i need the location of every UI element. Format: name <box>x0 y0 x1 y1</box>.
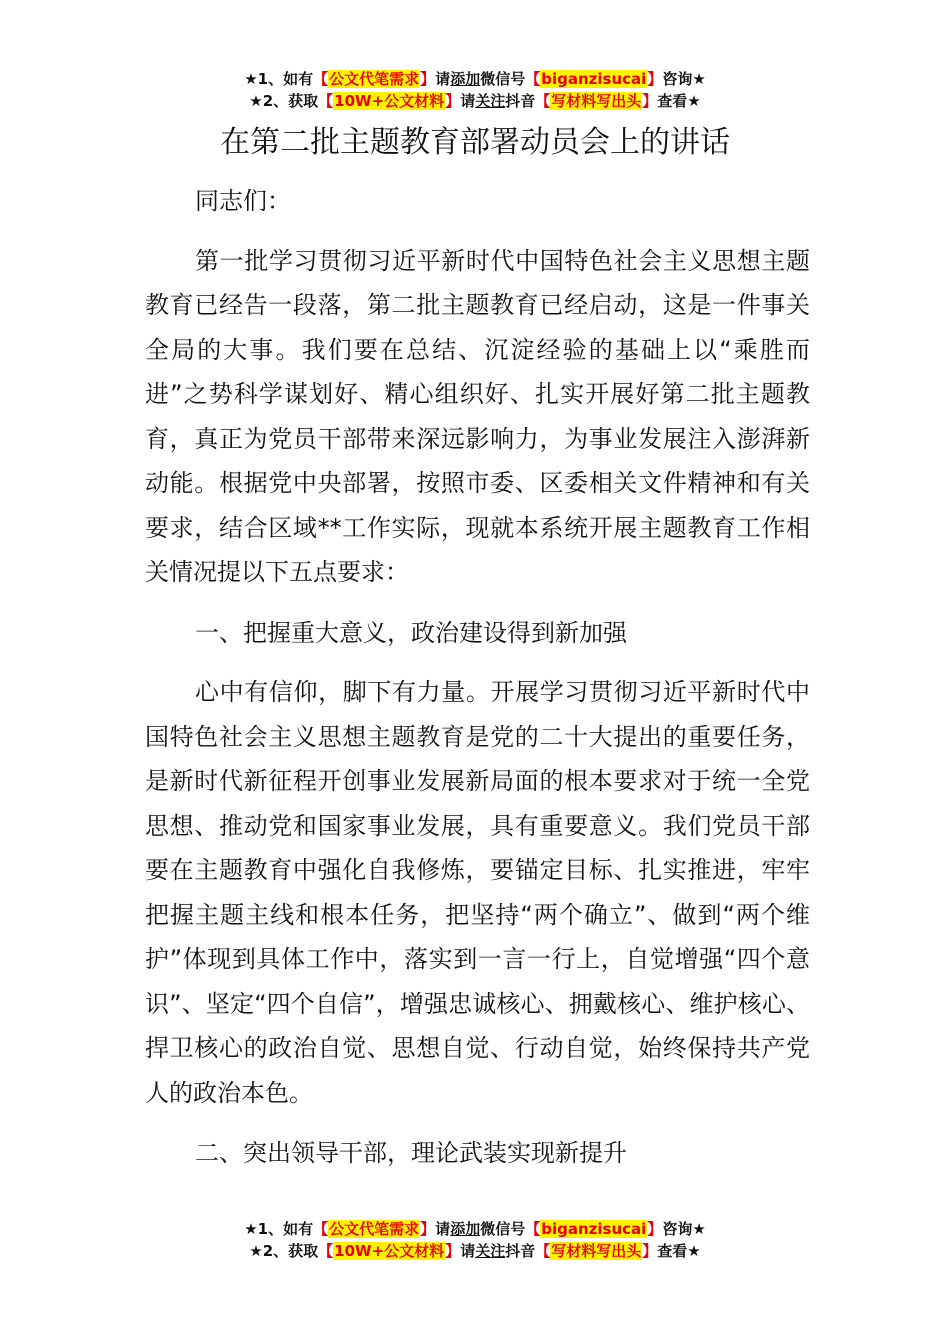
materials-highlight: 10W+公文材料 <box>334 1242 445 1260</box>
document-body <box>145 179 810 1191</box>
banner-text: ★2、获取 <box>249 92 319 110</box>
bracket: 【 <box>318 1242 334 1260</box>
bracket: 】 <box>642 92 658 110</box>
intro-paragraph: 第一批学习贯彻习近平新时代中国特色社会主义思想主题教育已经告一段落，第二批主题教育已经启动，这是一件事关全局的大事。我们要在总结、沉淀经验的基础上以“乘胜而进”之势科学谋划好、精心组织好、扎实开展好第二批主题教育，真正为党员干部带来深远影响力，为事业发展注入澎湃新动能。根据党中央部署，按照市委、区委相关文件精神和有关要求，结合区域**工作实际，现就本系统开展主题教育工作相关情况提以下五点要求： <box>145 246 810 586</box>
banner-text-underlined: 关注 <box>475 92 506 110</box>
section-heading-2: 二、突出领导干部，理论武装实现新提升 <box>195 1139 627 1167</box>
banner-text-underlined: 关注 <box>475 1242 506 1260</box>
banner-text-underlined: 添加 <box>450 1220 481 1238</box>
banner-text: 咨询★ <box>662 70 706 88</box>
bracket: 【 <box>313 70 329 88</box>
ghostwriting-highlight: 公文代笔需求 <box>329 1220 420 1238</box>
ghostwriting-highlight: 公文代笔需求 <box>329 70 420 88</box>
section-1-paragraph: 心中有信仰，脚下有力量。开展学习贯彻习近平新时代中国特色社会主义思想主题教育是党的二十大提出的重要任务，是新时代新征程开创事业发展新局面的根本要求对于统一全党思想、推动党和国家事业发展，具有重要意义。我们党员干部要在主题教育中强化自我修炼，要锚定目标、扎实推进，牢牢把握主题主线和根本任务，把坚持“两个确立”、做到“两个维护”体现到具体工作中，落实到一言一行上，自觉增强“四个意识”、坚定“四个自信”，增强忠诚核心、拥戴核心、维护核心、捍卫核心的政治自觉、思想自觉、行动自觉，始终保持共产党人的政治本色。 <box>145 678 810 1107</box>
bracket: 】 <box>445 92 461 110</box>
bracket: 】 <box>647 1220 663 1238</box>
wechat-id-highlight: biganzisucai <box>541 1220 647 1238</box>
banner-line-2 <box>0 1240 950 1262</box>
section-heading-1: 一、把握重大意义，政治建设得到新加强 <box>195 618 627 647</box>
bracket: 】 <box>420 1220 436 1238</box>
banner-text: 抖音 <box>505 1242 536 1260</box>
bottom-ad-banner <box>0 1218 950 1262</box>
bracket: 】 <box>420 70 436 88</box>
banner-text: 查看★ <box>657 1242 701 1260</box>
greeting: 同志们： <box>195 187 291 215</box>
banner-line-2 <box>0 90 950 112</box>
banner-text: 微信号 <box>480 1220 526 1238</box>
bracket: 【 <box>525 70 541 88</box>
bracket: 【 <box>318 92 334 110</box>
banner-text: ★1、如有 <box>244 70 314 88</box>
bracket: 【 <box>525 1220 541 1238</box>
banner-line-1 <box>0 1218 950 1240</box>
banner-text: 请 <box>435 1220 451 1238</box>
banner-text: ★2、获取 <box>249 1242 319 1260</box>
banner-line-1 <box>0 68 950 90</box>
bracket: 【 <box>313 1220 329 1238</box>
banner-text: 抖音 <box>505 92 536 110</box>
bracket: 】 <box>445 1242 461 1260</box>
document-title: 在第二批主题教育部署动员会上的讲话 <box>220 125 730 160</box>
banner-text: 请 <box>435 70 451 88</box>
bracket: 】 <box>647 70 663 88</box>
banner-text: 请 <box>460 1242 476 1260</box>
banner-text: ★1、如有 <box>244 1220 314 1238</box>
banner-text: 请 <box>460 92 476 110</box>
bracket: 【 <box>535 92 551 110</box>
top-ad-banner <box>0 68 950 112</box>
douyin-account-highlight: 写材料写出头 <box>551 92 642 110</box>
douyin-account-highlight: 写材料写出头 <box>551 1242 642 1260</box>
banner-text: 查看★ <box>657 92 701 110</box>
banner-text-underlined: 添加 <box>450 70 481 88</box>
bracket: 【 <box>535 1242 551 1260</box>
bracket: 】 <box>642 1242 658 1260</box>
banner-text: 咨询★ <box>662 1220 706 1238</box>
materials-highlight: 10W+公文材料 <box>334 92 445 110</box>
wechat-id-highlight: biganzisucai <box>541 70 647 88</box>
banner-text: 微信号 <box>480 70 526 88</box>
